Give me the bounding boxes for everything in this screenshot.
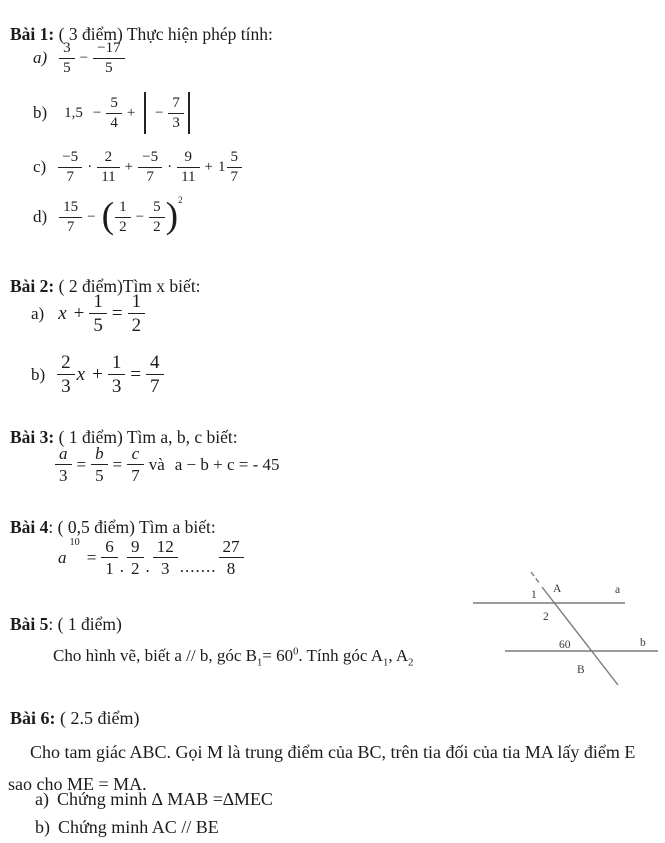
problem-1-item-c <box>33 149 242 186</box>
fraction-numerator: 5 <box>227 149 243 168</box>
problem-5-number: Bài 5 <box>10 613 49 634</box>
fraction-numerator: 9 <box>127 537 144 558</box>
problem-2-title: ( 2 điểm)Tìm x biết: <box>54 275 201 296</box>
item-text: Chứng minh AC // BE <box>58 817 219 837</box>
math-fraction <box>168 95 184 132</box>
fraction-numerator: 7 <box>168 95 184 114</box>
math-fraction <box>101 537 118 578</box>
problem-5-statement <box>53 646 413 668</box>
math-text: = 60 <box>262 646 294 665</box>
math-fraction <box>93 40 124 77</box>
fraction-numerator: 2 <box>57 352 75 375</box>
math-expression <box>56 291 145 337</box>
math-expression <box>57 352 163 398</box>
math-fraction <box>149 199 165 236</box>
problem-5-title: : ( 1 điểm) <box>48 613 122 634</box>
problem-6-item-a <box>35 789 273 810</box>
problem-6-number: Bài 6: <box>10 708 56 728</box>
problem-1-title: ( 3 điểm) Thực hiện phép tính: <box>54 23 273 44</box>
math-expression <box>55 444 285 485</box>
fraction-numerator: 1 <box>128 291 146 314</box>
fraction-numerator: a <box>55 444 72 465</box>
fraction-numerator: 4 <box>146 352 164 375</box>
math-fraction <box>91 444 108 485</box>
math-dots: ....... <box>179 556 217 576</box>
fraction-numerator: 6 <box>101 537 118 558</box>
fraction-numerator: c <box>127 444 144 465</box>
math-text: 1,5 <box>64 104 83 121</box>
fraction-denominator: 11 <box>181 168 196 185</box>
math-operator: + <box>73 302 85 324</box>
math-subscript: 1 <box>383 657 389 669</box>
fraction-numerator: 1 <box>115 199 131 218</box>
geometry-figure <box>465 560 665 692</box>
angle-2-label: 2 <box>543 611 549 623</box>
mixed-whole-part: 1 <box>218 158 226 175</box>
item-label: b) <box>35 817 50 837</box>
problem-6-title: ( 2.5 điểm) <box>55 708 140 728</box>
fraction-denominator: 2 <box>153 218 161 235</box>
item-label: a) <box>33 48 48 68</box>
problem-1-number: Bài 1: <box>10 23 55 44</box>
item-label: b) <box>31 364 46 384</box>
math-operator: − <box>154 104 164 121</box>
fraction-numerator: b <box>91 444 108 465</box>
math-dots: . <box>145 556 151 576</box>
math-operator: = <box>111 302 123 324</box>
math-operator: + <box>92 363 103 385</box>
math-fraction <box>58 149 82 186</box>
fraction-denominator: 7 <box>150 376 160 398</box>
fraction-numerator: 5 <box>149 199 165 218</box>
absolute-value-bar <box>144 92 146 134</box>
math-expression <box>56 537 244 578</box>
fraction-numerator: 12 <box>153 537 178 558</box>
fraction-denominator: 5 <box>105 59 113 76</box>
problem-3-number: Bài 3: <box>10 426 55 447</box>
math-operator: = <box>130 363 142 385</box>
math-superscript: 10 <box>69 537 80 548</box>
problem-2-item-b <box>31 352 164 398</box>
math-fraction <box>177 149 199 186</box>
fraction-denominator: 7 <box>66 168 74 185</box>
math-text: và <box>148 454 165 474</box>
fraction-numerator: 2 <box>97 149 119 168</box>
math-expression <box>58 149 242 186</box>
fraction-denominator: 4 <box>110 114 118 131</box>
math-fraction <box>97 149 119 186</box>
math-expression <box>59 92 193 134</box>
math-operator: − <box>135 208 145 225</box>
math-fraction <box>127 537 144 578</box>
fraction-denominator: 5 <box>63 59 71 76</box>
fraction-numerator: 1 <box>108 352 126 375</box>
fraction-denominator: 5 <box>95 466 104 486</box>
fraction-denominator: 1 <box>105 559 114 579</box>
problem-4-formula <box>56 537 244 578</box>
math-fraction <box>219 537 244 578</box>
math-fraction <box>128 291 146 337</box>
absolute-value-bar <box>188 92 190 134</box>
math-operator: − <box>87 208 96 225</box>
right-paren: ) <box>165 195 179 237</box>
math-text: Cho hình vẽ, biết a // b, góc B <box>53 646 257 665</box>
fraction-numerator: −5 <box>58 149 82 168</box>
math-operator: = <box>76 454 87 474</box>
math-operator: − <box>79 49 89 66</box>
math-superscript: 0 <box>293 646 299 658</box>
math-operator: + <box>126 104 136 121</box>
fraction-denominator: 3 <box>172 114 180 131</box>
item-label: a) <box>35 789 49 809</box>
math-operator: · <box>167 158 173 175</box>
problem-1-item-a <box>33 40 125 77</box>
math-subscript: 1 <box>256 657 263 669</box>
left-paren: ( <box>101 195 115 237</box>
math-fraction <box>227 149 243 186</box>
math-fraction <box>55 444 72 485</box>
math-fraction <box>153 537 178 578</box>
line-a-label: a <box>615 584 621 596</box>
fraction-denominator: 2 <box>131 315 142 337</box>
fraction-denominator: 11 <box>101 168 116 185</box>
problem-1-item-d <box>33 195 183 237</box>
fraction-denominator: 3 <box>61 376 71 398</box>
problem-2-number: Bài 2: <box>10 275 55 296</box>
math-fraction <box>57 352 75 398</box>
item-text: Chứng minh ∆ MAB =∆MEC <box>56 789 273 809</box>
math-operator: + <box>204 158 213 175</box>
fraction-numerator: 5 <box>106 95 122 114</box>
problem-1-item-b <box>33 92 194 134</box>
item-label: a) <box>31 303 45 323</box>
math-operator: + <box>124 158 134 175</box>
math-fraction <box>138 149 162 186</box>
math-operator: = <box>112 454 123 474</box>
fraction-numerator: 1 <box>89 291 107 314</box>
fraction-denominator: 7 <box>66 218 75 235</box>
problem-6-heading <box>10 708 140 729</box>
fraction-denominator: 2 <box>131 559 140 579</box>
problem-4-title: : ( 0,5 điểm) Tìm a biết: <box>48 516 216 537</box>
fraction-numerator: 3 <box>59 40 75 59</box>
problem-3-formula <box>55 444 285 485</box>
math-fraction <box>106 95 122 132</box>
math-fraction <box>127 444 144 485</box>
item-label: c) <box>33 157 47 177</box>
math-subscript: 2 <box>408 657 414 669</box>
problem-5-heading <box>10 614 122 635</box>
fraction-denominator: 3 <box>59 466 68 486</box>
fraction-numerator: 9 <box>177 149 199 168</box>
fraction-numerator: −17 <box>93 40 124 59</box>
math-operator: = <box>86 547 97 567</box>
fraction-denominator: 7 <box>131 466 140 486</box>
math-variable: x <box>76 363 86 385</box>
problem-4-number: Bài 4 <box>10 516 49 537</box>
problem-6-paragraph-line2: sao cho ME = MA. <box>8 774 147 794</box>
math-variable: a <box>58 547 67 567</box>
fraction-numerator: 15 <box>59 199 82 218</box>
math-dots: . <box>119 556 126 576</box>
item-label: b) <box>33 103 48 122</box>
problem-6-item-b <box>35 817 219 838</box>
math-fraction <box>115 199 131 236</box>
math-superscript: 2 <box>178 195 183 205</box>
math-expression <box>59 195 183 237</box>
math-mixed-number <box>218 149 242 186</box>
math-fraction <box>108 352 126 398</box>
fraction-denominator: 2 <box>119 218 127 235</box>
problem-4-heading <box>10 517 216 538</box>
fraction-denominator: 5 <box>93 315 103 337</box>
line-b-label: b <box>640 637 646 649</box>
fraction-numerator: 27 <box>219 537 244 558</box>
problem-3-title: ( 1 điểm) Tìm a, b, c biết: <box>54 426 238 447</box>
fraction-denominator: 7 <box>230 168 238 185</box>
math-text: a − b + c = - 45 <box>174 454 280 474</box>
fraction-numerator: −5 <box>138 149 162 168</box>
math-fraction <box>59 40 75 77</box>
math-variable: x <box>58 302 67 324</box>
angle-1-label: 1 <box>531 589 537 601</box>
math-fraction <box>146 352 164 398</box>
problem-6-paragraph-line1: Cho tam giác ABC. Gọi M là trung điểm của BC, trên tia đối của tia MA lấy điểm E <box>30 742 636 762</box>
math-expression <box>59 40 124 77</box>
fraction-denominator: 7 <box>146 168 154 185</box>
math-operator: − <box>92 104 102 121</box>
item-label: d) <box>33 207 48 227</box>
point-B-label: B <box>577 664 585 676</box>
math-operator: · <box>87 158 93 175</box>
math-fraction <box>89 291 107 337</box>
problem-2-item-a <box>31 291 145 337</box>
angle-60-label: 60 <box>559 639 571 651</box>
fraction-denominator: 3 <box>111 376 122 398</box>
math-text: . Tính góc A <box>298 646 384 665</box>
fraction-denominator: 8 <box>226 559 236 579</box>
math-fraction <box>59 199 82 236</box>
point-A-label: A <box>553 583 562 595</box>
fraction-denominator: 3 <box>161 559 170 579</box>
transversal-dashed-tip <box>531 572 540 584</box>
math-text: , A <box>388 646 409 665</box>
